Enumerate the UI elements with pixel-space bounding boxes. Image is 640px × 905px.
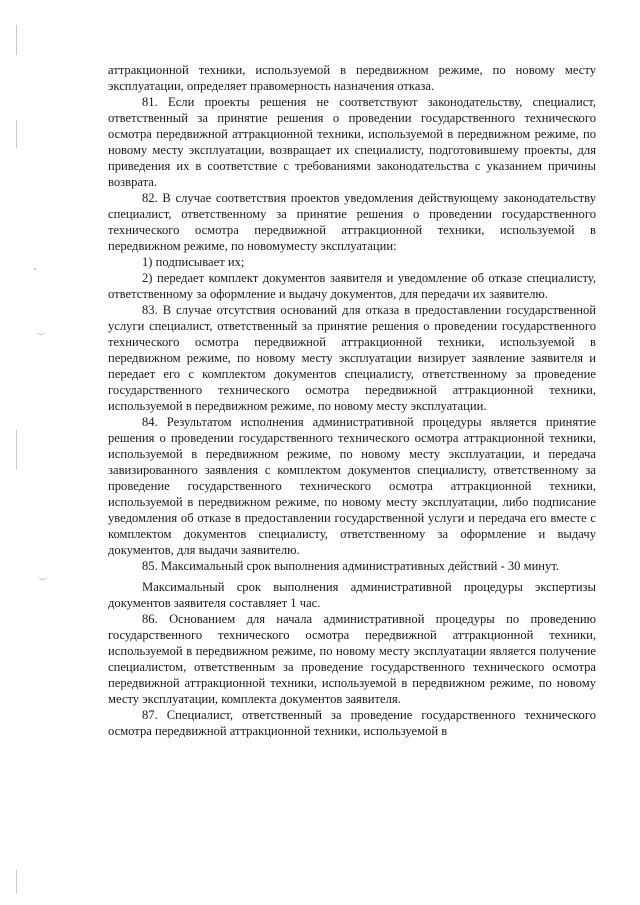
scan-artifact — [16, 870, 17, 894]
scan-artifact — [16, 120, 17, 148]
paragraph-82: 82. В случае соответствия проектов уведомления действующему законодательству специалист, ответственному за принятие решения о проведении государственного технического осмотра передвижной аттракционной техники, используемой в передвижном режиме, по новомуместу эксплуатации: — [108, 191, 596, 253]
paragraph-83: 83. В случае отсутствия оснований для отказа в предоставлении государственной услуги специалист, ответственный за принятие решения о проведении государственного технического осмотра передвижной аттракционной техники, используемой в передвижном режиме, по новому месту эксплуатации визирует заявление заявителя и передает его с комплектом документов специалисту, ответственному за проведение государственного технического осмотра передвижной аттракционной техники, используемой в передвижном режиме, по новому месту эксплуатации. — [108, 303, 596, 413]
scan-artifact — [38, 575, 48, 580]
scan-artifact — [16, 25, 17, 55]
paragraph-84: 84. Результатом исполнения административной процедуры является принятие решения о проведении государственного технического осмотра аттракционной техники, используемой в передвижном режиме, по новому месту эксплуатации, и передача завизированного заявления с комплектом документов специалисту, ответственному за проведение государственного технического осмотра аттракционной техники, используемой в передвижном режиме, по новому месту эксплуатации, либо подписание уведомления об отказе в предоставлении государственной услуги и передача его вместе с комплектом документов специалисту, ответственному за оформление и выдачу документов, для выдачи заявителю. — [108, 415, 596, 557]
paragraph-81: 81. Если проекты решения не соответствуют законодательству, специалист, ответственный за принятие решения о проведении государственного технического осмотра передвижной аттракционной техники, используемой в передвижном режиме, по новому месту эксплуатации, возвращает их специалисту, подготовившему проекты, для приведения их в соответствие с требованиями законодательства с указанием причины возврата. — [108, 95, 596, 189]
list-item-1: 1) подписывает их; — [142, 255, 245, 269]
document-body — [108, 62, 596, 739]
scan-artifact — [34, 268, 36, 270]
scan-artifact — [36, 330, 46, 335]
paragraph-86: 86. Основанием для начала административной процедуры по проведению государственного технического осмотра передвижной аттракционной техники, используемой в передвижном режиме, по новому месту эксплуатации является получение специалистом, ответственным за проведение государственного технического осмотра передвижной аттракционной техники, используемой в передвижном режиме, по новому месту эксплуатации, комплекта документов заявителя. — [108, 612, 596, 706]
paragraph-85: 85. Максимальный срок выполнения административных действий - 30 минут. — [142, 559, 560, 573]
paragraph-85-continued: Максимальный срок выполнения административной процедуры экспертизы документов заявителя составляет 1 час. — [108, 580, 596, 610]
list-item-2: 2) передает комплект документов заявителя и уведомление об отказе специалисту, ответственному за оформление и выдачу документов, для передачи их заявителю. — [108, 271, 596, 301]
paragraph-87: 87. Специалист, ответственный за проведение государственного технического осмотра передвижной аттракционной техники, используемой в — [108, 708, 596, 738]
paragraph-continuation: аттракционной техники, используемой в передвижном режиме, по новому месту эксплуатации, определяет правомерность назначения отказа. — [108, 63, 596, 93]
scan-artifact — [16, 430, 17, 470]
